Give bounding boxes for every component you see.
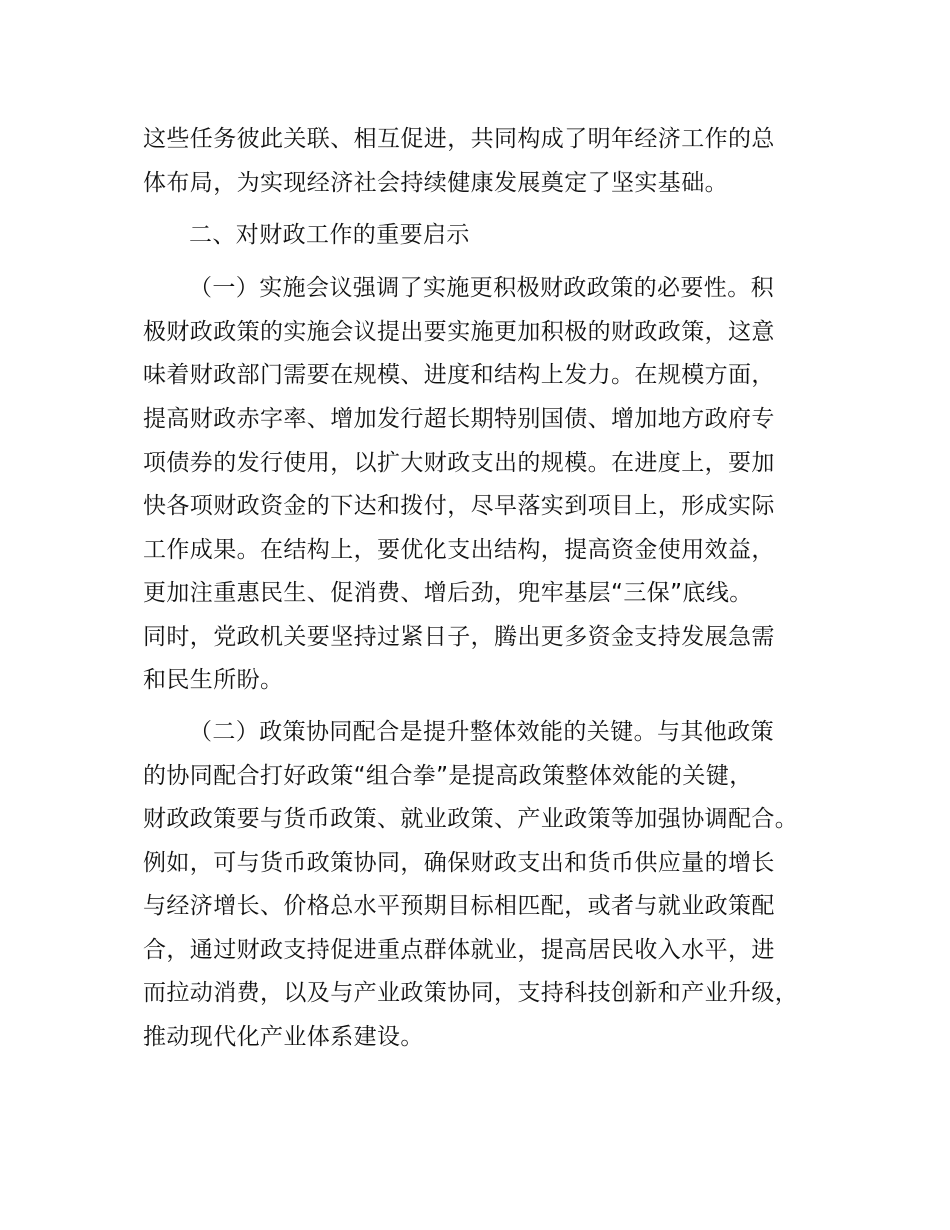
text-line: 更加注重惠民生、促消费、增后劲，兜牢基层“三保”底线。 bbox=[143, 580, 753, 606]
text-line: 而拉动消费，以及与产业政策协同，支持科技创新和产业升级， bbox=[143, 980, 799, 1006]
text-line: 提高财政赤字率、增加发行超长期特别国债、增加地方政府专 bbox=[143, 406, 775, 432]
text-line: 项债券的发行使用，以扩大财政支出的规模。在进度上，要加 bbox=[143, 450, 775, 476]
section-heading: 二、对财政工作的重要启示 bbox=[189, 222, 470, 248]
text-line: 同时，党政机关要坚持过紧日子，腾出更多资金支持发展急需 bbox=[143, 624, 775, 650]
text-line: 例如，可与货币政策协同，确保财政支出和货币供应量的增长 bbox=[143, 850, 775, 876]
text-line: 与经济增长、价格总水平预期目标相匹配，或者与就业政策配 bbox=[143, 893, 775, 919]
text-line: 和民生所盼。 bbox=[143, 667, 284, 693]
text-line: 极财政政策的实施会议提出要实施更加积极的财政政策，这意 bbox=[143, 319, 775, 345]
paragraph-lead: （二）政策协同配合是提升整体效能的关键。与其他政策 bbox=[189, 719, 774, 745]
text-line: 财政政策要与货币政策、就业政策、产业政策等加强协调配合。 bbox=[143, 806, 799, 832]
paragraph-lead: （一）实施会议强调了实施更积极财政政策的必要性。积 bbox=[189, 275, 774, 301]
text-line: 体布局，为实现经济社会持续健康发展奠定了坚实基础。 bbox=[143, 170, 728, 196]
text-line: 快各项财政资金的下达和拨付，尽早落实到项目上，形成实际 bbox=[143, 493, 775, 519]
text-line: 工作成果。在结构上，要优化支出结构，提高资金使用效益， bbox=[143, 537, 775, 563]
text-line: 这些任务彼此关联、相互促进，共同构成了明年经济工作的总 bbox=[143, 126, 775, 152]
text-line: 合，通过财政支持促进重点群体就业，提高居民收入水平，进 bbox=[143, 937, 775, 963]
text-line: 推动现代化产业体系建设。 bbox=[143, 1024, 424, 1050]
text-line: 的协同配合打好政策“组合拳”是提高政策整体效能的关键， bbox=[143, 763, 753, 789]
text-line: 味着财政部门需要在规模、进度和结构上发力。在规模方面， bbox=[143, 362, 775, 388]
